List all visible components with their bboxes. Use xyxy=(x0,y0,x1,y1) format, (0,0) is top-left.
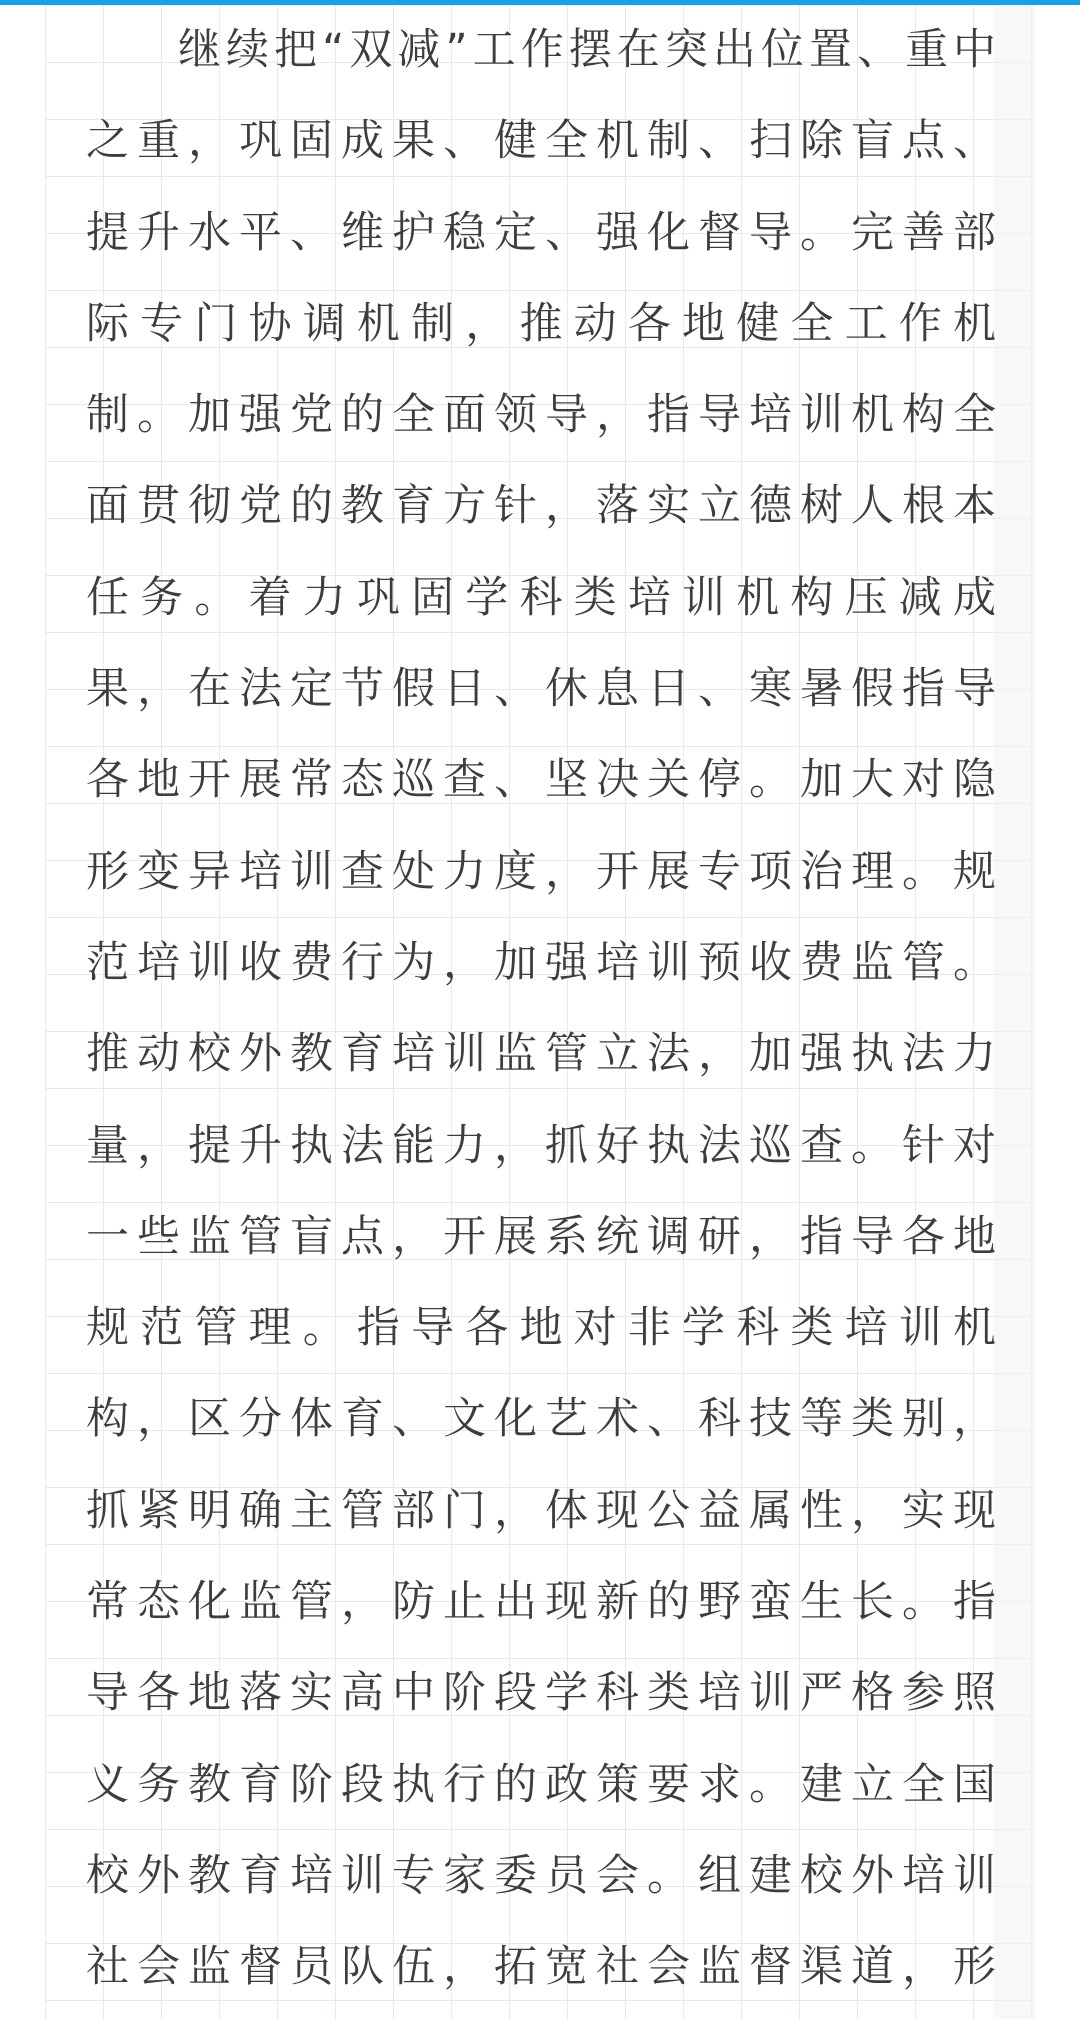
article-line: 提升水平、维护稳定、强化督导。完善部 xyxy=(86,207,996,258)
article-line: 校外教育培训专家委员会。组建校外培训 xyxy=(86,1850,996,1901)
article-line: 导各地落实高中阶段学科类培训严格参照 xyxy=(86,1668,996,1719)
article-line: 常态化监管，防止出现新的野蛮生长。指 xyxy=(86,1577,996,1628)
right-margin-shade xyxy=(993,5,1035,2019)
article-line: 一些监管盲点，开展系统调研，指导各地 xyxy=(86,1211,996,1262)
article-line: 构，区分体育、文化艺术、科技等类别， xyxy=(86,1394,996,1445)
article-line: 之重，巩固成果、健全机制、扫除盲点、 xyxy=(86,116,996,167)
article-line: 制。加强党的全面领导，指导培训机构全 xyxy=(86,390,996,441)
article-line: 际专门协调机制，推动各地健全工作机 xyxy=(86,298,996,349)
article-line: 义务教育阶段执行的政策要求。建立全国 xyxy=(86,1759,996,1810)
article-line: 范培训收费行为，加强培训预收费监管。 xyxy=(86,937,996,988)
article-body xyxy=(86,5,996,2014)
article-line: 社会监督员队伍，拓宽社会监督渠道，形 xyxy=(86,1942,996,1993)
article-line: 量，提升执法能力，抓好执法巡查。针对 xyxy=(86,1120,996,1171)
article-line: 各地开展常态巡查、坚决关停。加大对隐 xyxy=(86,755,996,806)
article-line: 形变异培训查处力度，开展专项治理。规 xyxy=(86,846,996,897)
article-line: 抓紧明确主管部门，体现公益属性，实现 xyxy=(86,1485,996,1536)
article-line: 继续把“双减”工作摆在突出位置、重中 xyxy=(178,25,996,75)
article-line: 推动校外教育培训监管立法，加强执法力 xyxy=(86,1029,996,1080)
article-line: 面贯彻党的教育方针，落实立德树人根本 xyxy=(86,481,996,532)
article-line: 任务。着力巩固学科类培训机构压减成 xyxy=(86,572,996,623)
article-line: 规范管理。指导各地对非学科类培训机 xyxy=(86,1303,996,1354)
article-line: 果，在法定节假日、休息日、寒暑假指导 xyxy=(86,664,996,715)
